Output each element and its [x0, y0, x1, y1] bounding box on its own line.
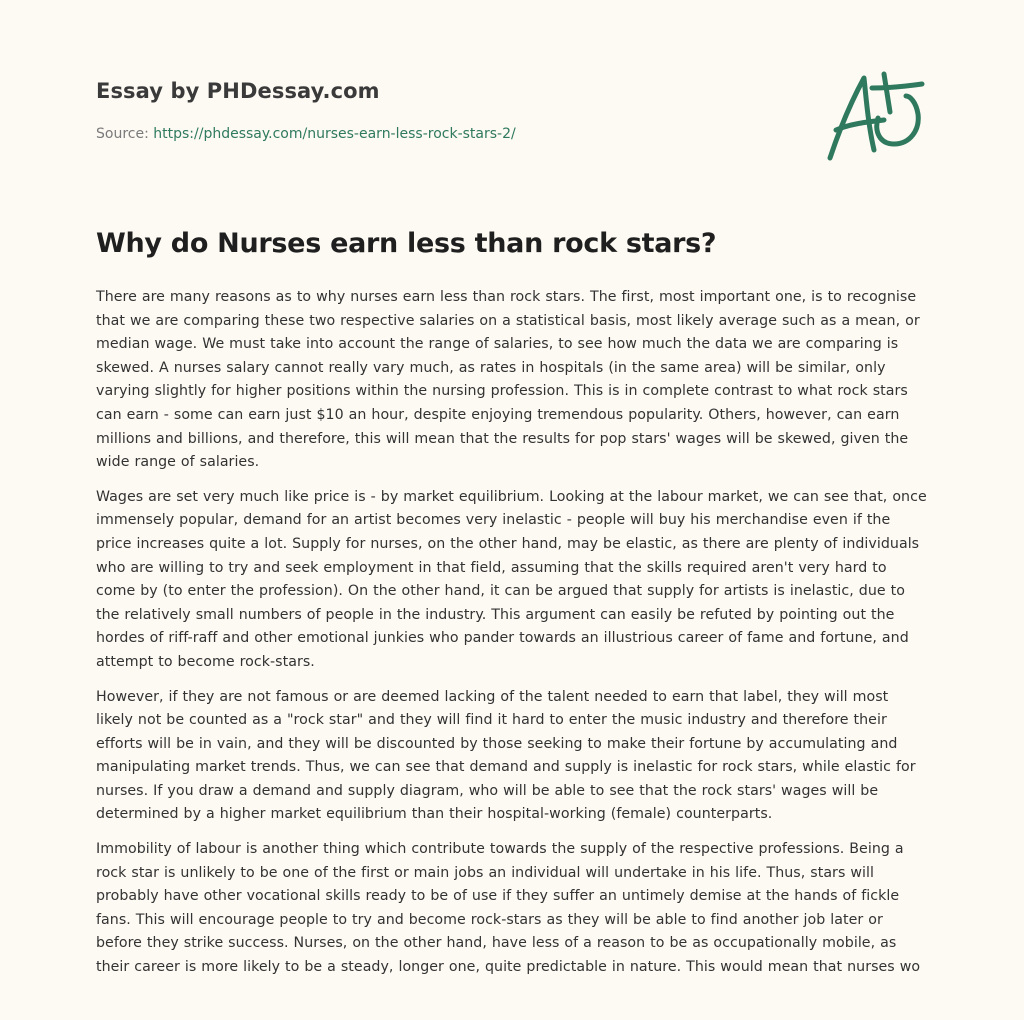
- essay-article: [96, 222, 930, 991]
- essay-paragraph: However, if they are not famous or are deemed lacking of the talent needed to earn that label, they will most likely not be counted as a "rock star" and they will find it hard to enter the music industry and therefore their efforts will be in vain, and they will be discounted by those seeking to make their fortune by accumulating and manipulating market trends. Thus, we can see that demand and supply is inelastic for rock stars, while elastic for nurses. If you draw a demand and supply diagram, who will be able to see that the rock stars' wages will be determined by a higher market equilibrium than their hospital-working (female) counterparts.: [96, 688, 916, 823]
- essay-title: Why do Nurses earn less than rock stars?: [96, 228, 717, 259]
- essay-paragraph: Wages are set very much like price is - by market equilibrium. Looking at the labour market, we can see that, once immensely popular, demand for an artist becomes very inelastic - people will buy his merchandise even if the price increases quite a lot. Supply for nurses, on the other hand, may be elastic, as there are plenty of individuals who are willing to try and seek employment in that field, assuming that the skills required aren't very hard to come by (to enter the profession). On the other hand, it can be argued that supply for artists is inelastic, due to the relatively small numbers of people in the industry. This argument can easily be refuted by pointing out the hordes of riff-raff and other emotional junkies who pander towards an illustrious career of fame and fortune, and attempt to become rock-stars.: [96, 488, 927, 670]
- essay-paragraph: Immobility of labour is another thing which contribute towards the supply of the respective professions. Being a rock star is unlikely to be one of the first or main jobs an individual will undertake in his life. Thus, stars will probably have other vocational skills ready to be of use if they suffer an untimely demise at the hands of fickle fans. This will encourage people to try and become rock-stars as they will be able to find another job later or before they strike success. Nurses, on the other hand, have less of a reason to be as occupationally mobile, as their career is more likely to be a steady, longer one, quite predictable in nature. This would mean that nurses wo: [96, 841, 921, 976]
- source-line: [96, 124, 796, 144]
- essay-paragraph: There are many reasons as to why nurses earn less than rock stars. The first, most important one, is to recognise that we are comparing these two respective salaries on a statistical basis, most likely average such as a mean, or median wage. We must take into account the range of salaries, to see how much the data we are comparing is skewed. A nurses salary cannot really vary much, as rates in hospitals (in the same area) will be similar, only varying slightly for higher positions within the nursing profession. This is in complete contrast to what rock stars can earn - some can earn just $10 an hour, despite enjoying tremendous popularity. Others, however, can earn millions and billions, and therefore, this will mean that the results for pop stars' wages will be skewed, given the wide range of salaries.: [96, 289, 920, 471]
- a-plus-logo: [822, 66, 932, 166]
- a-plus-icon: [822, 66, 932, 166]
- source-link[interactable]: https://phdessay.com/nurses-earn-less-rock-stars-2/: [153, 126, 516, 142]
- essay-header: [96, 76, 796, 144]
- source-label: Source:: [96, 126, 154, 142]
- brand-title: Essay by PHDessay.com: [96, 79, 380, 103]
